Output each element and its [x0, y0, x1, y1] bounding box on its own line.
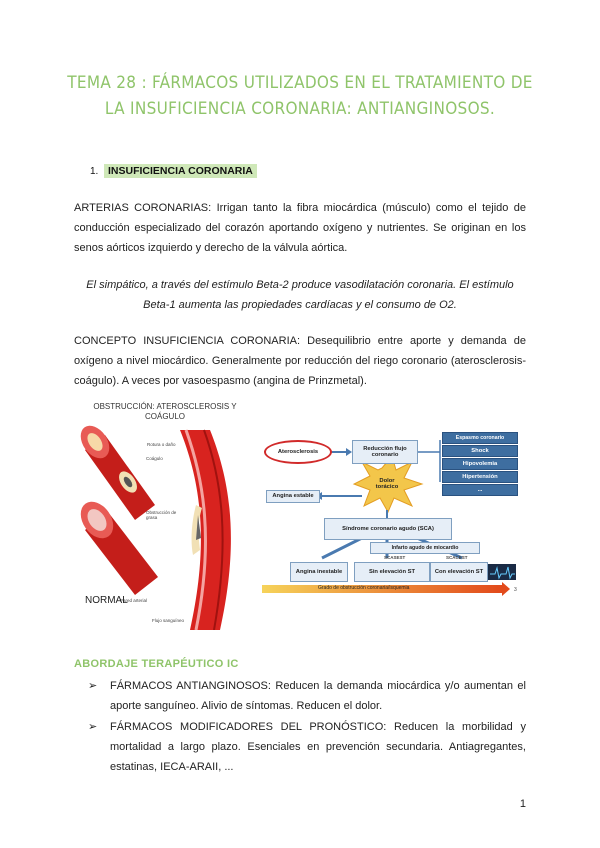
- figure-caption: OBSTRUCCIÓN: ATEROSCLEROSIS Y COÁGULO: [93, 402, 237, 421]
- box-cause-4: Hipertensión: [442, 471, 518, 483]
- page-title: TEMA 28 : FÁRMACOS UTILIZADOS EN EL TRATAMIENTO DE LA INSUFICIENCIA CORONARIA: ANTIANGINOSOS.: [67, 73, 533, 119]
- list-item: [88, 676, 526, 716]
- section-heading-abordaje: ABORDAJE TERAPÉUTICO IC: [74, 658, 239, 670]
- arrow-bullet-icon: ➢: [88, 721, 98, 733]
- box-con-elevacion: Con elevación ST: [430, 562, 488, 582]
- bullet-list: [88, 676, 526, 778]
- bullet-text: FÁRMACOS MODIFICADORES DEL PRONÓSTICO: Reducen la morbilidad y mortalidad a largo plazo. Esenciales en prevención secundaria. Antiagregantes, estatinas, IECA-ARAII, ...: [110, 721, 526, 773]
- box-angina-inestable: Angina inestable: [290, 562, 348, 582]
- section-heading: INSUFICIENCIA CORONARIA: [104, 164, 257, 178]
- label-grado-obstruccion: Grado de obstrucción coronaria/isquemia: [318, 585, 410, 591]
- box-cause-5: ...: [442, 484, 518, 496]
- box-infarto: Infarto agudo de miocardio: [370, 542, 480, 554]
- artery-illustration: [80, 400, 240, 630]
- label-obstruccion: Obstrucción de grasa: [146, 510, 177, 520]
- label-scacest: SCACEST: [446, 555, 468, 560]
- section-number: 1.: [90, 166, 99, 177]
- label-coagulo: Coágulo: [146, 456, 163, 461]
- label-pared: Pared arterial: [120, 598, 148, 603]
- box-cause-2: Shock: [442, 445, 518, 457]
- paragraph-concepto: CONCEPTO INSUFICIENCIA CORONARIA: Desequilibrio entre aporte y demanda de oxígeno a nivel miocárdico. Generalmente por reducción del riego coronario (aterosclerosis-coágulo). A veces por vasoespasmo (angina de Prinzmetal).: [74, 335, 526, 387]
- box-reduccion-flujo: Reducción flujo coronario: [352, 440, 418, 464]
- paragraph-arterias: ARTERIAS CORONARIAS: Irrigan tanto la fibra miocárdica (músculo) como el tejido de conducción especializado del corazón aportando oxígeno y nutrientes. Se originan en los senos aórticos izquierdo y derecho de la válvula aórtica.: [74, 202, 526, 254]
- list-item: [88, 717, 526, 777]
- box-cause-1: Espasmo coronario: [442, 432, 518, 444]
- arrow-bullet-icon: ➢: [88, 680, 98, 692]
- box-aterosclerosis: Aterosclerosis: [264, 440, 332, 464]
- page-number: 1: [519, 798, 526, 810]
- label-flujo: Flujo sanguíneo: [152, 618, 185, 623]
- label-dolor-toracico: Dolor torácico: [375, 477, 399, 490]
- box-angina-estable: Angina estable: [266, 490, 320, 503]
- quote-simpatico: El simpático, a través del estímulo Beta-2 produce vasodilatación coronaria. El estímulo Beta-1 aumenta las propiedades cardíacas y el consumo de O2.: [86, 279, 514, 311]
- box-cause-3: Hipovolemia: [442, 458, 518, 470]
- label-normal: NORMAL: [85, 595, 128, 606]
- box-sca: Síndrome coronario agudo (SCA): [324, 518, 452, 540]
- label-scasest: SCASEST: [384, 555, 406, 560]
- bullet-text: FÁRMACOS ANTIANGINOSOS: Reducen la demanda miocárdica y/o aumentan el aporte sanguíneo. Alivio de síntomas. Reducen el dolor.: [110, 680, 526, 712]
- box-sin-elevacion: Sin elevación ST: [354, 562, 430, 582]
- label-rotura: Rotura o daño: [147, 442, 176, 447]
- slide-number: 3: [514, 587, 517, 593]
- flowchart-sca: [262, 428, 522, 600]
